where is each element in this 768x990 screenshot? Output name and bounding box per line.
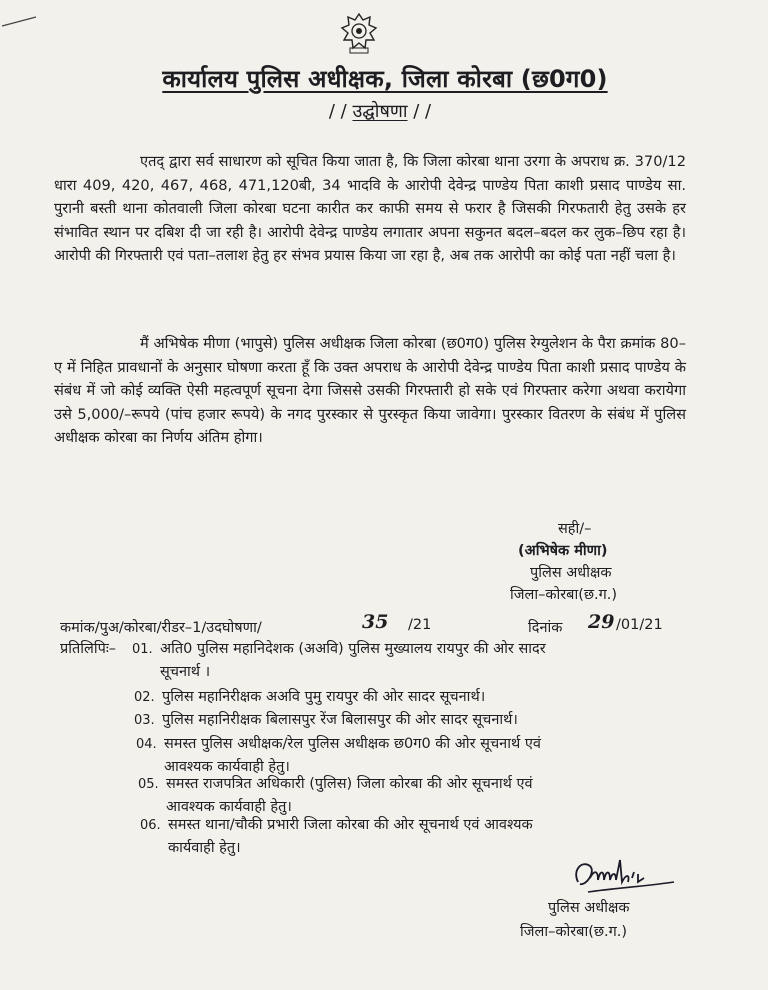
copy-item-continuation: सूचनार्थ ।	[160, 664, 211, 680]
pen-mark	[0, 14, 40, 28]
copy-item-continuation: आवश्यक कार्यवाही हेतु।	[164, 759, 290, 775]
heading-slash-left: / /	[328, 101, 347, 122]
copy-item	[132, 638, 682, 683]
copy-item-number: 03.	[134, 713, 155, 728]
copy-item-text: समस्त थाना/चौकी प्रभारी जिला कोरबा की ओर सूचनार्थ एवं आवश्यक	[168, 817, 533, 833]
paragraph-notice: एतद् द्वारा सर्व साधारण को सूचित किया जाता है, कि जिला कोरबा थाना उरगा के अपराध क्र. 370/12 धारा 409, 420, 467, 468, 471,120बी, 34 भादवि के आरोपी देवेन्द्र पाण्डेय पिता काशी प्रसाद पाण्डेय सा. पुरानी बस्ती थाना कोतवाली जिला कोरबा घटना कारीत कर काफी समय से फरार है जिसकी गिरफतारी हेतु उसके हर संभावित स्थान पर दबिश दी जा रही है। आरोपी देवेन्द्र पाण्डेय लगातार अपना सकुनत बदल–बदल कर लुक–छिप रहा है। आरोपी की गिरफ्तारी एवं पता–तलाश हेतु हर संभव प्रयास किया जा रहा है, अब तक आरोपी का कोई पता नहीं चला है।	[54, 153, 686, 264]
signed-mark: सही/–	[558, 521, 592, 537]
copy-item-text: समस्त राजपत्रित अधिकारी (पुलिस) जिला कोरबा की ओर सूचनार्थ एवं	[166, 776, 533, 792]
memo-ref-number: 35	[362, 611, 389, 633]
heading-slash-right: / /	[413, 101, 432, 122]
copy-item-number: 01.	[132, 642, 153, 657]
footer-signature	[520, 896, 630, 944]
copy-item-number: 04.	[136, 737, 157, 752]
copy-heading: प्रतिलिपिः–	[60, 641, 117, 657]
copy-item-number: 02.	[134, 690, 155, 705]
memo-date-label: दिनांक	[528, 620, 563, 636]
copy-item-continuation: आवश्यक कार्यवाही हेतु।	[166, 799, 292, 815]
memo-date-day: 29	[588, 611, 615, 633]
footer-designation: पुलिस अधीक्षक	[548, 900, 630, 916]
copy-item-number: 06.	[140, 818, 161, 833]
copy-item-text: पुलिस महानिरीक्षक बिलासपुर रेंज बिलासपुर की ओर सादर सूचनार्थ।	[162, 712, 518, 728]
memo-ref-prefix: कमांक/पुअ/कोरबा/रीडर–1/उदघोषणा/	[60, 620, 262, 636]
heading-word: उद्घोषणा	[352, 101, 408, 122]
signature-block	[510, 518, 670, 606]
proclamation-heading	[230, 99, 530, 123]
officer-district: जिला–कोरबा(छ.ग.)	[510, 587, 618, 603]
copy-item	[134, 709, 694, 732]
copy-item-text: पुलिस महानिरीक्षक अअवि पुमु रायपुर की ओर सादर सूचनार्थ।	[162, 689, 486, 705]
copy-item-text: समस्त पुलिस अधीक्षक/रेल पुलिस अधीक्षक छ0ग0 की ओर सूचनार्थ एवं	[164, 736, 541, 752]
copy-item	[134, 686, 694, 709]
copy-item	[136, 733, 696, 778]
copy-item	[138, 773, 698, 818]
footer-district: जिला–कोरबा(छ.ग.)	[520, 924, 628, 940]
police-emblem-icon	[339, 12, 379, 56]
memo-ref-year: /21	[408, 617, 432, 633]
memo-reference-line	[60, 611, 680, 637]
handwritten-signature	[568, 852, 678, 900]
officer-name: (अभिषेक मीणा)	[518, 543, 608, 559]
officer-designation: पुलिस अधीक्षक	[530, 565, 612, 581]
copy-item-number: 05.	[138, 777, 159, 792]
copy-item-text: अति0 पुलिस महानिदेशक (अअवि) पुलिस मुख्यालय रायपुर की ओर सादर	[160, 641, 546, 657]
memo-date-rest: /01/21	[616, 617, 663, 633]
paragraph-reward: मैं अभिषेक मीणा (भापुसे) पुलिस अधीक्षक जिला कोरबा (छ0ग0) पुलिस रेग्युलेशन के पैरा क्रमांक 80–ए में निहित प्रावधानों के अनुसार घोषणा करता हूँ कि उक्त अपराध के आरोपी देवेन्द्र पाण्डेय पिता काशी प्रसाद पाण्डेय के संबंध में जो कोई व्यक्ति ऐसी महत्वपूर्ण सूचना देगा जिससे उसकी गिरफ्तारी हो सके एवं गिरफ्तार करेगा अथवा करायेगा उसे 5,000/–रूपये (पांच हजार रूपये) के नगद पुरस्कार से पुरस्कृत किया जावेगा। पुरस्कार वितरण के संबंध में पुलिस अधीक्षक कोरबा का निर्णय अंतिम होगा।	[54, 335, 686, 446]
office-title: कार्यालय पुलिस अधीक्षक, जिला कोरबा (छ0ग0)	[162, 65, 608, 93]
copy-item-continuation: कार्यवाही हेतु।	[168, 840, 241, 856]
